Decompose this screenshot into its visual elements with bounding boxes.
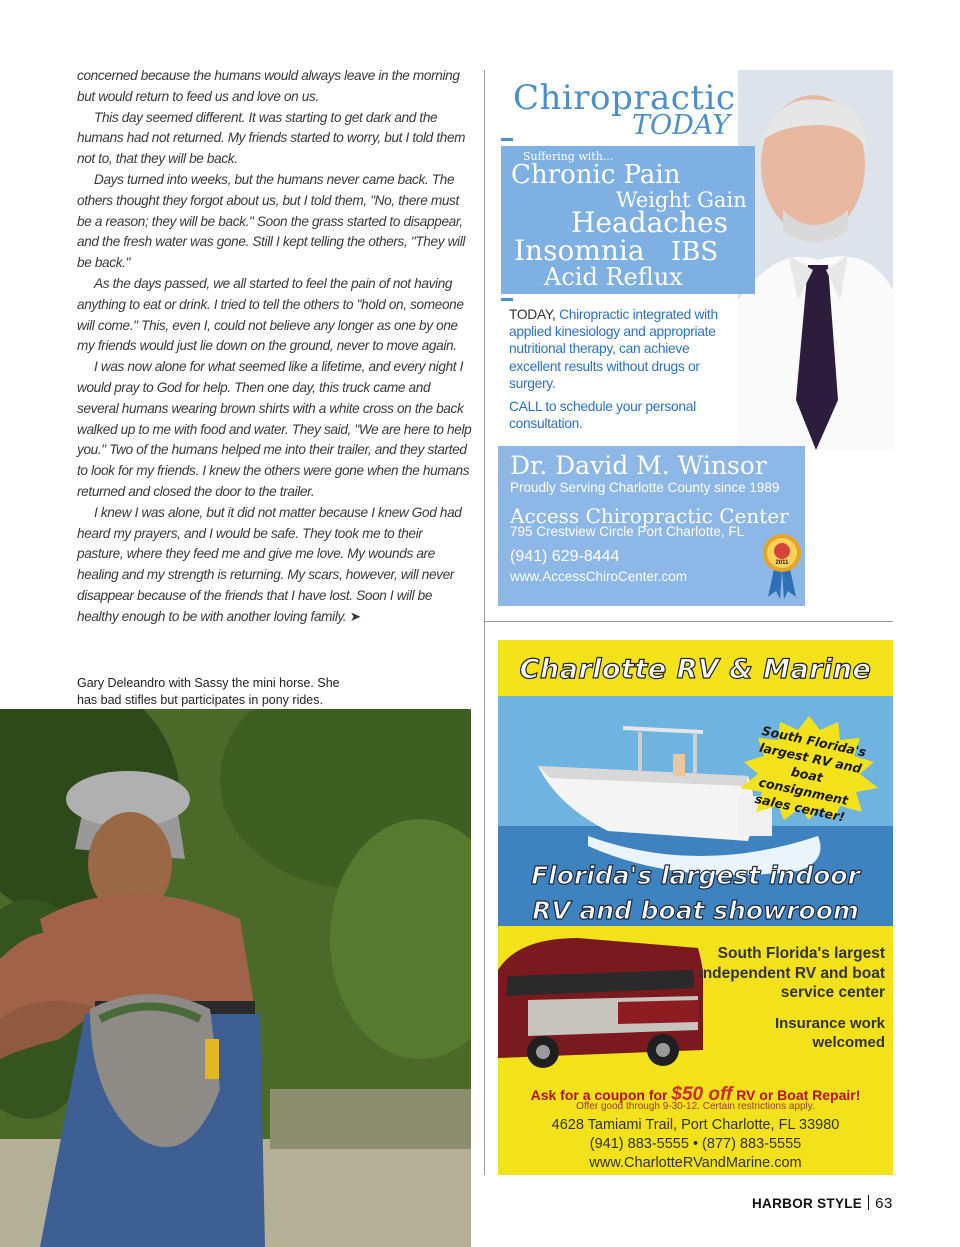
magazine-name: HARBOR STYLE xyxy=(752,1196,863,1211)
chiro-title: Chiropractic xyxy=(513,78,736,118)
chiro-phone: (941) 629-8444 xyxy=(510,548,620,565)
showroom-headline: Florida's largest indoor RV and boat showroom xyxy=(531,861,860,925)
title-dash xyxy=(501,138,513,141)
man-with-horse-photo xyxy=(0,709,471,1247)
chiropractic-ad xyxy=(498,70,893,606)
page-number: 63 xyxy=(875,1195,893,1212)
chiro-website[interactable]: www.AccessChiroCenter.com xyxy=(510,569,688,584)
serving-since: Proudly Serving Charlotte County since 1989 xyxy=(510,480,780,495)
chiro-call-paragraph: CALL to schedule your personal consultation. xyxy=(509,399,696,432)
condition-weight-gain: Weight Gain xyxy=(616,188,747,212)
photo-caption: Gary Deleandro with Sassy the mini horse. She has bad stifles but participates in pony rides. xyxy=(77,676,340,707)
insurance-text: Insurance work welcomed xyxy=(774,1015,885,1051)
article-paragraph: This day seemed different. It was starting to get dark and the humans had not returned. My friends started to worry, but I told them not to, that they will be back. xyxy=(77,109,466,167)
suffering-label: Suffering with... xyxy=(523,150,614,163)
rv-address: 4628 Tamiami Trail, Port Charlotte, FL 33980 xyxy=(551,1117,840,1133)
award-ribbon-icon xyxy=(762,533,802,599)
end-mark-icon: ➤ xyxy=(349,608,361,624)
service-center-text: South Florida's largest independent RV and boat service center xyxy=(698,945,885,1001)
article-paragraph: Days turned into weeks, but the humans never came back. The others thought they forgot about us, but I told them, "No, there must be a reason; they will be back." Soon the grass started to disappear, and the fresh water was gone. Still I kept telling the others, "They will be back." xyxy=(77,171,466,271)
chiro-description xyxy=(509,306,739,432)
chiro-body-paragraph: TODAY, Chiropractic integrated with applied kinesiology and appropriate nutritional therapy, can achieve excellent results without drugs or surgery. xyxy=(509,307,718,391)
rv-phones: (941) 883-5555 • (877) 883-5555 xyxy=(589,1136,802,1152)
column-divider xyxy=(484,70,485,1175)
chiro-contact-panel xyxy=(498,446,805,606)
article-paragraph: As the days passed, we all started to feel the pain of not having anything to eat or drink. I tried to tell the others to "hold on, someone will come." This, even I, could not believe any longer as one by one my friends would just lie down on the ground, never to move again. xyxy=(77,275,464,354)
condition-chronic-pain: Chronic Pain xyxy=(511,160,681,190)
rv-website[interactable]: www.CharlotteRVandMarine.com xyxy=(589,1155,802,1171)
article-paragraph: I was now alone for what seemed like a lifetime, and every night I would pray to God for help. Then one day, this truck came and several humans wearing brown shirts with a white cross on the back walked up to me with food and water. They said, "We are here to help you." Two of the humans helped me into their trailer, and they started to look for my friends. I knew the others were gone when the humans returned and closed the door to the trailer. xyxy=(77,359,472,499)
chiro-subtitle: TODAY xyxy=(632,110,731,141)
condition-acid-reflux: Acid Reflux xyxy=(544,263,683,291)
center-name: Access Chiropractic Center xyxy=(510,504,789,528)
badge-year: 2011 xyxy=(775,560,789,566)
condition-ibs: IBS xyxy=(671,237,719,267)
box-dash xyxy=(501,298,513,301)
photo-illustration xyxy=(0,709,471,1247)
motorhome-illustration xyxy=(498,930,703,1070)
condition-insomnia: Insomnia xyxy=(514,234,645,267)
condition-headaches: Headaches xyxy=(571,206,728,239)
ad-divider xyxy=(484,621,893,622)
footer-separator xyxy=(868,1195,869,1210)
burst-text: South Florida's largest RV and boat consignment sales center! xyxy=(753,722,868,825)
rv-marine-ad xyxy=(498,640,893,1175)
rv-contact xyxy=(498,1116,893,1173)
rv-ad-title: Charlotte RV & Marine xyxy=(519,654,872,685)
article-paragraph-last: I knew I was alone, but it did not matter because I knew God had heard my prayers, and I would be safe. They took me to their pasture, where they feed me and give me love. My wounds are healing and my strength is returning. My scars, however, will never disappear because of the friends that I have lost. Soon I will be healthy enough to be with another loving family. ➤ xyxy=(77,504,462,624)
page-footer xyxy=(752,1195,892,1212)
offer-note: Offer good through 9-30-12. Certain restrictions apply. xyxy=(576,1101,815,1112)
coupon-offer: Ask for a coupon for $50 off RV or Boat Repair! xyxy=(530,1084,861,1105)
conditions-box xyxy=(501,146,755,294)
doctor-photo xyxy=(738,70,893,450)
article-text xyxy=(77,66,472,628)
chiro-address: 795 Crestview Circle Port Charlotte, FL xyxy=(510,524,745,539)
article-paragraph: concerned because the humans would always leave in the morning but would return to feed us and love on us. xyxy=(77,68,460,104)
doctor-name: Dr. David M. Winsor xyxy=(510,451,767,480)
doctor-illustration xyxy=(738,70,893,450)
